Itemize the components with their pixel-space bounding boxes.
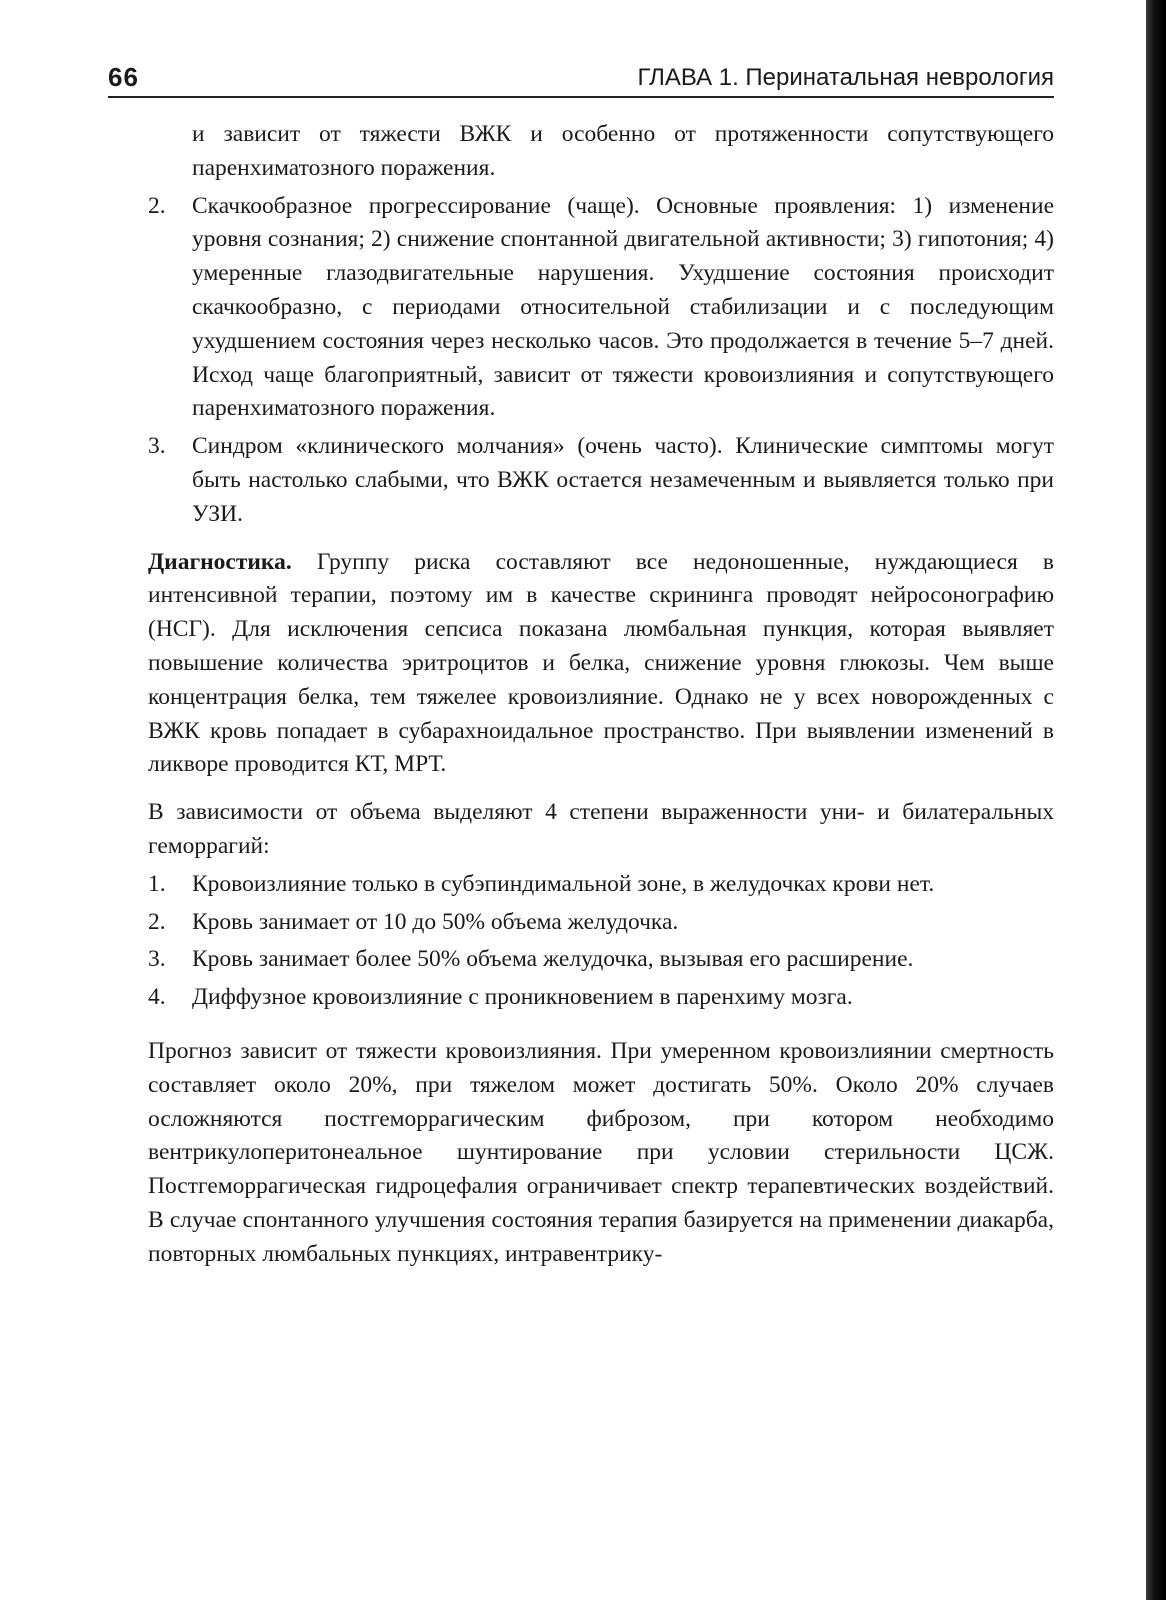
- list-item-number: 3.: [148, 433, 166, 460]
- list-item: [148, 430, 1054, 531]
- list-item-number: 4.: [148, 984, 166, 1011]
- list-item: [148, 868, 1054, 902]
- diagnostics-paragraph: [148, 546, 1054, 783]
- page-header: [108, 62, 1054, 98]
- list-item-number: 1.: [148, 870, 166, 897]
- intro-continuation: и зависит от тяжести ВЖК и особенно от протяженности сопутствующего паренхиматозного поражения.: [192, 121, 1054, 181]
- page-body: [148, 118, 1054, 1272]
- list-item-text: Диффузное кровоизлияние с проникновением в паренхиму мозга.: [192, 984, 853, 1011]
- list-item-text: Кровь занимает более 50% объема желудочка, вызывая его расширение.: [192, 946, 914, 973]
- diagnostics-text: Группу риска составляют все недоношенные, нуждающиеся в интенсивной терапии, поэтому им в качестве скрининга проводят нейросонографию (НСГ). Для исключения сепсиса показана люмбальная пункция, которая выявляет повышение количества эритроцитов и белка, снижение уровня глюкозы. Чем выше концентрация белка, тем тяжелее кровоизлияние. Однако не у всех новорожденных с ВЖК кровь попадает в субарахноидальное пространство. При выявлении изменений в ликворе проводится КТ, МРТ.: [148, 548, 1054, 778]
- list-item: [148, 943, 1054, 977]
- page-number: 66: [108, 62, 139, 92]
- list-item-text: Кровь занимает от 10 до 50% объема желудочка.: [192, 908, 679, 935]
- prognosis-paragraph: Прогноз зависит от тяжести кровоизлияния. При умеренном кровоизлиянии смертность составляет около 20%, при тяжелом может достигать 50%. Около 20% случаев осложняются постгеморрагическим фиброзом, при котором необходимо вентрикулоперитонеальное шунтирование при условии стерильности ЦСЖ. Постгеморрагическая гидроцефалия ограничивает спектр терапевтических воздействий. В случае спонтанного улучшения состояния терапия базируется на применении диакарба, повторных люмбальных пункциях, интравентрику-: [148, 1037, 1054, 1267]
- diagnostics-heading: Диагностика.: [148, 548, 292, 575]
- list-item-text: Скачкообразное прогрессирование (чаще). Основные проявления: 1) изменение уровня сознания; 2) снижение спонтанной двигательной активности; 3) гипотония; 4) умеренные глазодвигательные нарушения. Ухудшение состояния происходит скачкообразно, с периодами относительной стабилизации и с последующим ухудшением состояния через несколько часов. Это продолжается в течение 5–7 дней. Исход чаще благоприятный, зависит от тяжести кровоизлияния и сопутствующего паренхиматозного поражения.: [192, 192, 1054, 422]
- degrees-list: [148, 868, 1054, 1015]
- list-item: [148, 906, 1054, 940]
- list-item: [148, 190, 1054, 427]
- degrees-intro: В зависимости от объема выделяют 4 степени выраженности уни- и билатеральных геморрагий:: [148, 799, 1054, 859]
- list-item-text: Синдром «клинического молчания» (очень часто). Клинические симптомы могут быть настолько слабыми, что ВЖК остается незамеченным и выявляется только при УЗИ.: [192, 433, 1054, 527]
- list-item: [148, 981, 1054, 1015]
- list-item-text: Кровоизлияние только в субэпиндимальной зоне, в желудочках крови нет.: [192, 870, 935, 897]
- clinical-forms-list: [148, 190, 1054, 532]
- list-item-number: 2.: [148, 908, 166, 935]
- page-edge-shadow: [1146, 0, 1166, 1600]
- list-item-number: 2.: [148, 192, 166, 219]
- running-title: ГЛАВА 1. Перинатальная неврология: [637, 64, 1054, 91]
- list-item-number: 3.: [148, 946, 166, 973]
